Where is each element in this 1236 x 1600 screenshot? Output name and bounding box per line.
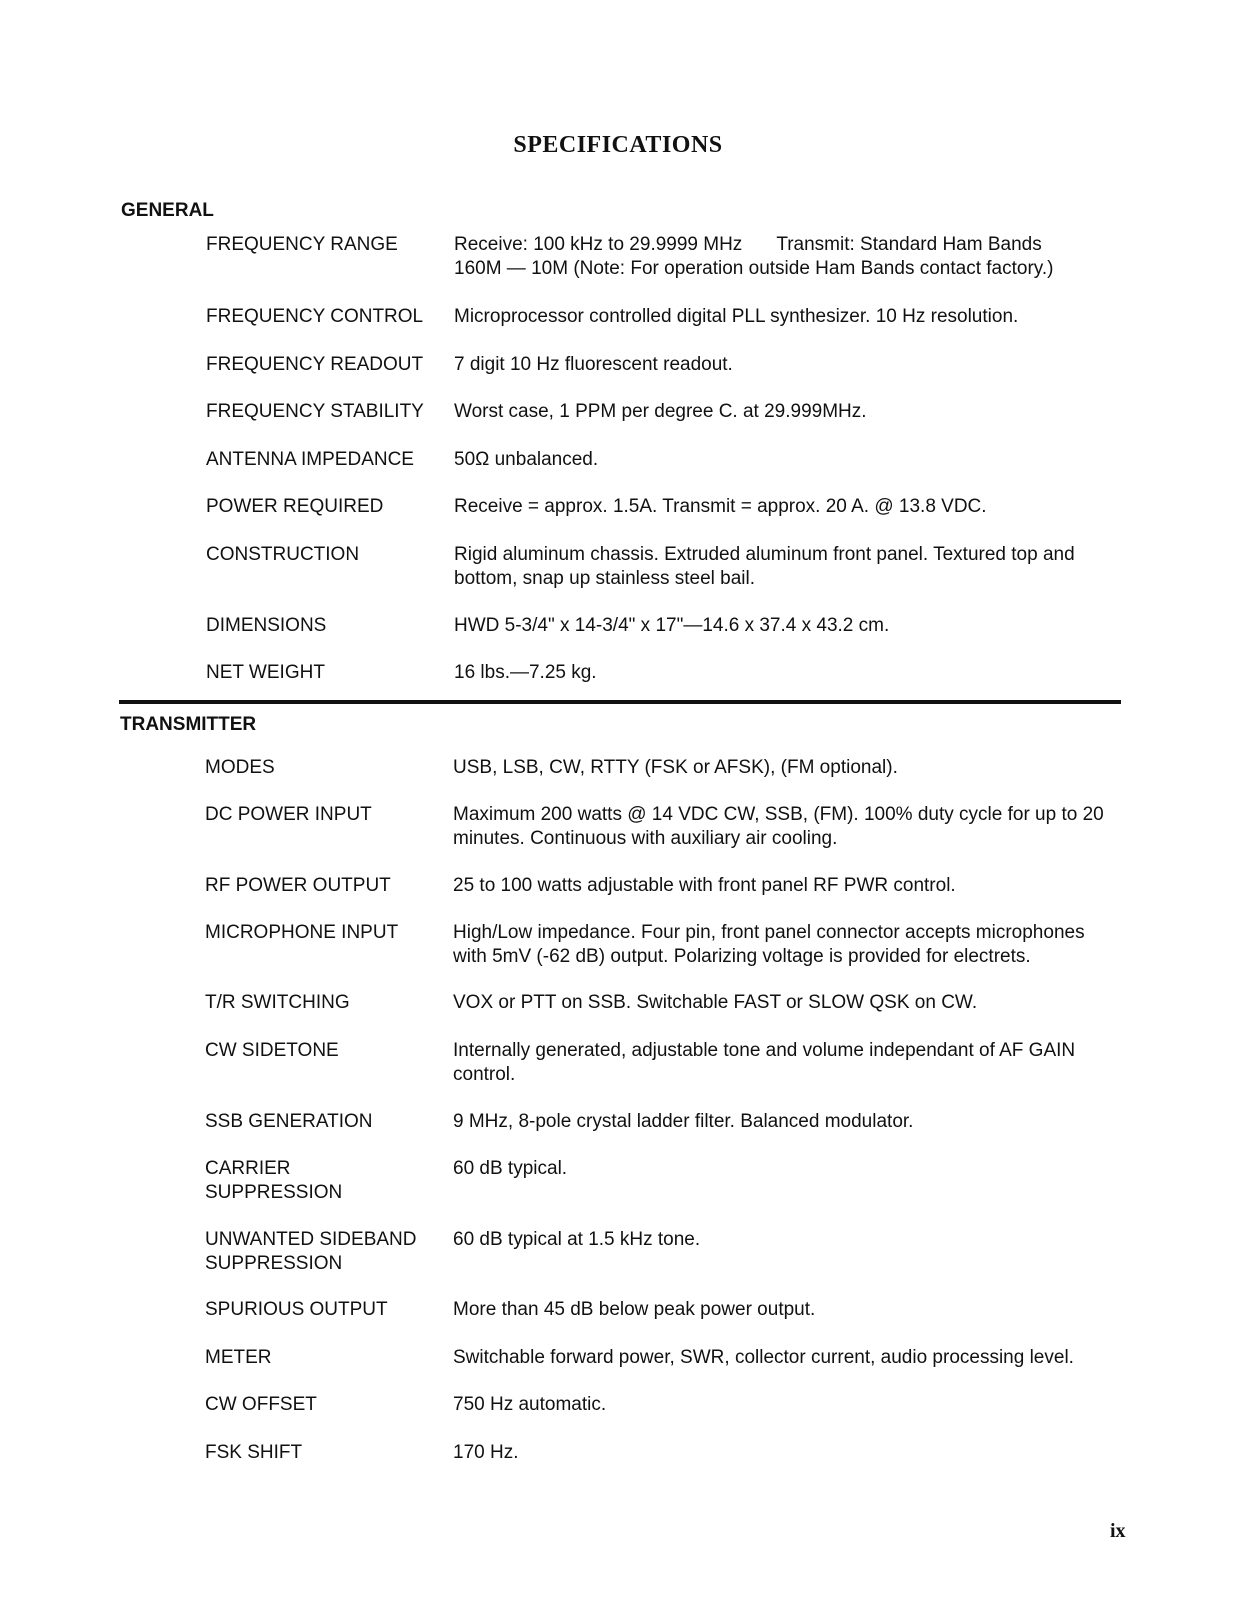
spec-value: 25 to 100 watts adjustable with front panel RF PWR control. [453,875,956,896]
spec-value: Receive = approx. 1.5A. Transmit = approx. 20 A. @ 13.8 VDC. [454,496,987,517]
spec-value: 50Ω unbalanced. [454,449,599,470]
receive-range: Receive: 100 kHz to 29.9999 MHz [454,234,743,255]
spec-label: POWER REQUIRED [206,496,384,517]
spec-label: FREQUENCY READOUT [206,354,424,375]
spec-label: DC POWER INPUT [205,804,372,825]
spec-value: 60 dB typical. [453,1158,568,1179]
spec-label: T/R SWITCHING [205,992,350,1013]
spec-value: 170 Hz. [453,1442,519,1463]
spec-label: METER [205,1347,272,1368]
page-number: ix [1110,1520,1126,1542]
band-note: 160M — 10M (Note: For operation outside Ham Bands contact factory.) [454,258,1054,279]
spec-label: SSB GENERATION [205,1111,373,1132]
spec-value: 9 MHz, 8-pole crystal ladder filter. Balanced modulator. [453,1111,914,1132]
spec-label: CARRIER SUPPRESSION [205,1158,343,1203]
spec-value: High/Low impedance. Four pin, front panel connector accepts microphones with 5mV (-62 dB) output. Polarizing voltage is provided for electrets. [453,922,1085,967]
spec-label: ANTENNA IMPEDANCE [206,449,414,470]
spec-value: Microprocessor controlled digital PLL synthesizer. 10 Hz resolution. [454,306,1019,327]
spec-value: 750 Hz automatic. [453,1394,607,1415]
spec-value: 16 lbs.—7.25 kg. [454,662,597,683]
section-divider [119,700,1121,704]
spec-label: MODES [205,757,275,778]
page-title: SPECIFICATIONS [513,132,723,158]
transmit-range: Transmit: Standard Ham Bands [776,234,1042,255]
spec-label: FREQUENCY RANGE [206,234,398,255]
spec-label: SPURIOUS OUTPUT [205,1299,388,1320]
spec-label: CONSTRUCTION [206,544,360,565]
spec-label: NET WEIGHT [206,662,325,683]
spec-value: Rigid aluminum chassis. Extruded aluminum front panel. Textured top and bottom, snap up stainless steel bail. [454,544,1075,589]
spec-value: VOX or PTT on SSB. Switchable FAST or SLOW QSK on CW. [453,992,978,1013]
spec-value: Maximum 200 watts @ 14 VDC CW, SSB, (FM). 100% duty cycle for up to 20 minutes. Continuous with auxiliary air cooling. [453,804,1104,849]
spec-label: RF POWER OUTPUT [205,875,391,896]
section-heading-general: GENERAL [121,200,214,221]
spec-label: UNWANTED SIDEBAND SUPPRESSION [205,1229,417,1274]
spec-label: FREQUENCY STABILITY [206,401,424,422]
spec-value: HWD 5-3/4" x 14-3/4" x 17"—14.6 x 37.4 x 43.2 cm. [454,615,890,636]
spec-label: CW SIDETONE [205,1040,339,1061]
section-heading-transmitter: TRANSMITTER [120,714,257,735]
spec-value: USB, LSB, CW, RTTY (FSK or AFSK), (FM optional). [453,757,898,778]
spec-label: MICROPHONE INPUT [205,922,399,943]
spec-label: FSK SHIFT [205,1442,303,1463]
spec-label: CW OFFSET [205,1394,317,1415]
spec-value: Switchable forward power, SWR, collector current, audio processing level. [453,1347,1074,1368]
spec-label: FREQUENCY CONTROL [206,306,424,327]
spec-value: Internally generated, adjustable tone and volume independant of AF GAIN control. [453,1040,1076,1085]
spec-value: 7 digit 10 Hz fluorescent readout. [454,354,733,375]
spec-value: Worst case, 1 PPM per degree C. at 29.999MHz. [454,401,867,422]
spec-value [454,233,1121,281]
spec-label: DIMENSIONS [206,615,327,636]
spec-value: More than 45 dB below peak power output. [453,1299,816,1320]
spec-value: 60 dB typical at 1.5 kHz tone. [453,1229,701,1250]
